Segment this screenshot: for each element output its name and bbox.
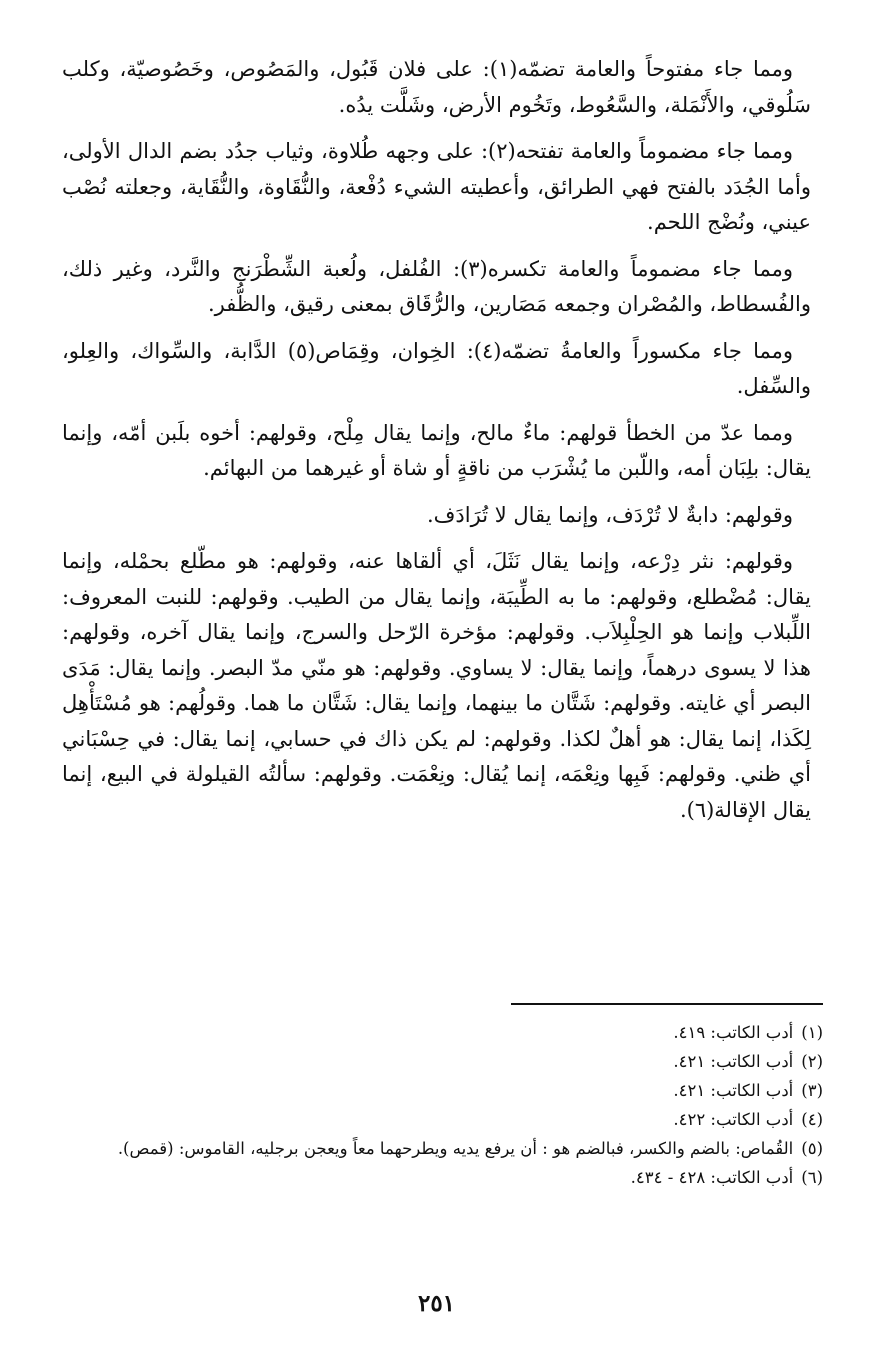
page-number: ٢٥١	[417, 1290, 456, 1317]
footnote-text: أدب الكاتب: ٤٢١.	[673, 1081, 794, 1100]
footnote-number: (٦)	[801, 1168, 823, 1187]
paragraph: وقولهم: نثر دِرْعه، وإنما يقال نَثَلَ، أي ألقاها عنه، وقولهم: هو مطّلع بحمْله، وإنما يقال: مُضْطلع، وقولهم: ما به الطِّيبَة، وإنما يقال من الطيب. وقولهم: للنبت المعروف: اللِّبلاب وإنما هو الحِلْبِلاَب. وقولهم: مؤخرة الرّحل والسرج، وإنما يقال آخره، وقولهم: هذا لا يسوى درهماً، وإنما يقال: لا يساوي. وقولهم: هو منّي مدّ البصر. وإنما يقال: مَدَى البصر أي غايته. وقولهم: شَتَّان ما بينهما، وإنما يقال: شَتَّان ما هما. وقولُهم: هو مُسْتَأْهِل لِكَذا، إنما يقال: هو أهلٌ لكذا. وقولهم: لم يكن ذاك في حسابي، إنما يقال: في حِسْبَاني أي ظني. وقولهم: فَبِها ونِعْمَه، إنما يُقال: ونِعْمَت. وقولهم: سألتُه القيلولة في البيع، إنما يقال الإقالة(٦).	[62, 549, 811, 822]
paragraph: ومما عدّ من الخطأ قولهم: ماءٌ مالح، وإنما يقال مِلْح، وقولهم: أخوه بلَبن أمّه، وإنما يقال: بلِبَان أمه، واللّبن ما يُشْرَب من ناقةٍ أو شاة أو غيرهما من البهائم.	[62, 420, 811, 480]
footnote-text: أدب الكاتب: ٤٢٨ - ٤٣٤.	[630, 1168, 794, 1187]
footnote	[50, 1078, 823, 1104]
footnote-number: (٢)	[801, 1052, 823, 1071]
footnote-number: (٣)	[801, 1081, 823, 1100]
paragraph: ومما جاء مضموماً والعامة تفتحه(٢): على وجهه طُلاوة، وثياب جدُد بضم الدال الأولى، وأما الجُدَد بالفتح فهي الطرائق، وأعطيته الشيء دُفْعة، والنُّقَاوة، والنُّقَاية، وجعلته نُصْب عيني، ونُضْج اللحم.	[62, 139, 811, 234]
paragraph: وقولهم: دابةٌ لا تُرْدَف، وإنما يقال لا تُرَادَف.	[426, 502, 793, 527]
footnote-text: القُماص: بالضم والكسر، فبالضم هو : أن يرفع يديه ويطرحهما معاً ويعجن برجليه، القاموس: (قمص).	[117, 1139, 794, 1158]
footnote-text: أدب الكاتب: ٤٢١.	[673, 1052, 794, 1071]
footnote-text: أدب الكاتب: ٤١٩.	[673, 1023, 794, 1042]
paragraph: ومما جاء مضموماً والعامة تكسره(٣): الفُلفل، ولُعبة الشِّطْرَنج والنَّرد، وغير ذلك، والفُسطاط، والمُصْران وجمعه مَصَارين، والرُّقَاق بمعنى رقيق، والظُّفر.	[62, 256, 811, 316]
footnote-number: (١)	[801, 1023, 823, 1042]
main-text	[62, 52, 811, 839]
paragraph: ومما جاء مكسوراً والعامةُ تضمّه(٤): الخِوان، وقِمَاص(٥) الدَّابة، والسِّواك، والعِلو، والسِّفل.	[62, 338, 811, 398]
footnote-number: (٤)	[801, 1110, 823, 1129]
footnote-separator	[511, 1003, 823, 1005]
footnote-text: أدب الكاتب: ٤٢٢.	[673, 1110, 794, 1129]
footnote-number: (٥)	[801, 1139, 823, 1158]
paragraph: ومما جاء مفتوحاً والعامة تضمّه(١): على فلان قَبُول، والمَصُوص، وخَصُوصيّة، وكلب سَلُوقي، والأَنْمَلة، والسَّعُوط، وتَخُوم الأرض، وشَلَّت يدُه.	[62, 57, 811, 117]
footnotes	[50, 1020, 823, 1194]
footnote	[50, 1136, 823, 1162]
footnote	[50, 1165, 823, 1191]
footnote	[50, 1049, 823, 1075]
footnote	[50, 1020, 823, 1046]
footnote	[50, 1107, 823, 1133]
